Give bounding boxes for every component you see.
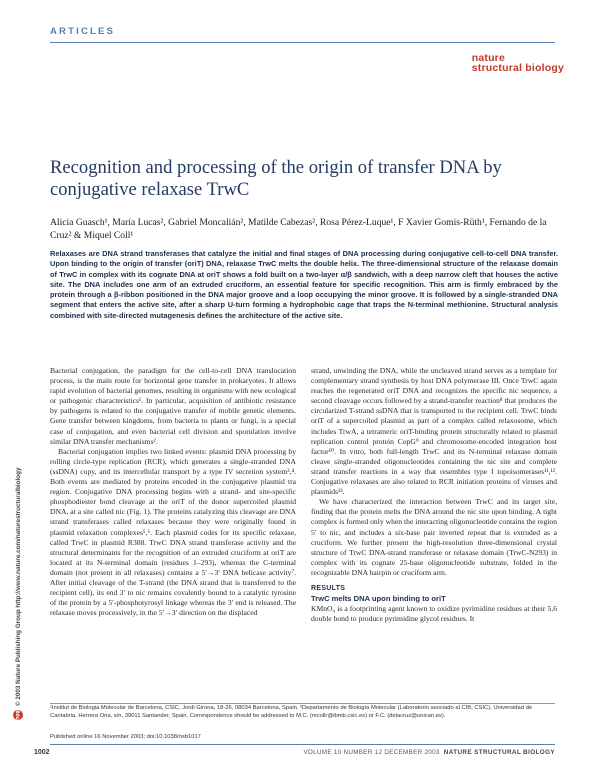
author-list: Alicia Guasch¹, María Lucas², Gabriel Moncalián², Matilde Cabezas², Rosa Pérez-Luque¹, F Xavier Gomis-Rüth¹, Fernando de la Cruz² & Miquel Coll¹	[50, 217, 547, 242]
results-subheading: TrwC melts DNA upon binding to oriT	[311, 594, 446, 604]
side-copyright	[12, 160, 24, 720]
side-copyright-text: © 2003 Nature Publishing Group http://www.nature.com/naturestructuralbiology	[14, 467, 22, 706]
body-paragraph: Bacterial conjugation implies two linked events: plasmid DNA processing by rolling circle-type replication (RCR), which generates a single-stranded DNA (ssDNA) copy, and its intercellular transport by a type IV secretion system³,⁴. Both events are mediated by proteins encoded in the conjugative plasmid tra region. Conjugative DNA processing begins with a strand- and site-specific phosphodiester bond cleavage at the oriT of the donor supercoiled plasmid DNA, at a site called nic (Fig. 1). The proteins catalyzing this cleavage are DNA strand transferases called relaxases because they were originally found in plasmid relaxation complexes⁵,⁶. Each plasmid codes for its specific relaxase, called TrwC in plasmid R388. TrwC DNA strand transferase activity and the structural determinants for the recognition of an extruded cruciform at oriT are located at its N-terminal domain (residues 1–293), whereas the C-terminal domain (not present in all relaxases) contains a 5′→3′ DNA helicase activity⁷. After initial cleavage of the T-strand (the DNA strand that is transferred to the recipient cell), its end 3′ to nic remains covalently bound to a catalytic tyrosine of the protein by a 5′-phosphotyrosyl linkage whereas the 3′ end is released. The relaxase moves processively, in the 5′→3′ direction on the displaced	[50, 446, 296, 618]
body-paragraph: Bacterial conjugation, the paradigm for the cell-to-cell DNA translocation process, is the main route for horizontal gene transfer in prokaryotes. It allows rapid evolution of bacterial genomes, resulting in organisms with new ecological or pathogenic characteristics¹. In particular, acquisition of antibiotic resistance by pathogens is related to the conjugative transfer of mobile genetic elements. Gene transfer between kingdoms, from bacteria to plants or fungi, is a special case of conjugation, and even bacterial cell division and sporulation involve similar DNA transfer mechanisms².	[50, 366, 296, 446]
article-title: Recognition and processing of the origin of transfer DNA by conjugative relaxase TrwC	[50, 157, 502, 200]
page-number: 1002	[34, 749, 50, 756]
journal-logo-line1: nature	[471, 52, 506, 64]
body-paragraph: KMnO₄ is a footprinting agent known to oxidize pyrimidine residues at their 5,6 double bond to produce pyrimidine glycol residues. It	[311, 604, 557, 624]
journal-name: NATURE STRUCTURAL BIOLOGY	[443, 749, 555, 756]
body-column-right	[311, 366, 557, 624]
affiliations: ¹Institut de Biologia Molecular de Barcelona, CSIC, Jordi Girona, 18-26, 08034 Barcelona, Spain. ²Departamento de Biología Molecular (Laboratorio asociado al CIB, CSIC), Universidad de Cantabria, Herrera Oria, s/n, 39011 Santander, Spain. Correspondence should be addressed to M.C. (mcollr@ibmb.csic.es) or F.C. (delacruz@unican.es).	[50, 705, 533, 719]
bottom-rule	[50, 744, 555, 745]
section-label: ARTICLES	[50, 26, 116, 37]
body-paragraph: We have characterized the interaction between TrwC and its target site, finding that the protein melts the DNA around the nic site upon binding. A tight complex is formed only when the interacting oligonucleotide contains the region 5′ to nic, and includes a six-base pair inverted repeat that is extruded as a cruciform. We further present the high-resolution three-dimensional crystal structure of TrwC DNA-strand transferase or relaxase domain (TrwC-N293) in complex with its cognate 25-base oligonucleotide substrate, folded in the recognizable DNA hairpin or cruciform arm.	[311, 497, 557, 577]
footer-volume	[303, 749, 555, 756]
volume-info: VOLUME 10 NUMBER 12 DECEMBER 2003	[303, 749, 440, 756]
footnote-rule	[50, 703, 555, 704]
body-paragraph: strand, unwinding the DNA, while the uncleaved strand serves as a template for complementary strand synthesis by host DNA polymerase III. Once TrwC again reaches the regenerated oriT DNA and recognizes the specific nic sequence, a second cleavage occurs followed by a strand-transfer reaction⁸ that produces the circularized T-strand ssDNA that is transported to the recipient cell. TrwC binds oriT of a supercoiled plasmid as part of a complex called relaxosome, which includes TrwA, a tetrameric oriT-binding protein structurally related to plasmid replication control protein CopG⁹ and chromosome-encoded integration host factor¹⁰. In vitro, both full-length TrwC and its N-terminal relaxase domain cleave single-stranded oligonucleotides containing the nic site and complete strand transfer reactions in a way that resembles type I topoisomerases¹¹,¹². Conjugative relaxases are also related to RCR initiation proteins of viruses and plasmids¹³.	[311, 366, 557, 497]
journal-logo-line2: structural biology	[471, 62, 564, 74]
published-online: Published online 16 November 2003; doi:10.1038/nsb1017	[50, 734, 201, 740]
body-column-left	[50, 366, 296, 618]
top-rule	[50, 42, 555, 43]
journal-logo	[472, 53, 564, 74]
npg-logo-icon: npg	[15, 710, 21, 720]
abstract: Relaxases are DNA strand transferases that catalyze the initial and final stages of DNA processing during conjugative cell-to-cell DNA transfer. Upon binding to the origin of transfer (oriT) DNA, relaxase TrwC melts the double helix. The three-dimensional structure of the relaxase domain of TrwC in complex with its cognate DNA at oriT shows a fold built on a two-layer α/β sandwich, with a deep narrow cleft that houses the active site. The DNA includes one arm of an extruded cruciform, an essential feature for specific recognition. This arm is firmly embraced by the protein through a β-ribbon positioned in the DNA major groove and a loop occupying the minor groove. It is followed by a single-stranded DNA segment that enters the active site, after a sharp U-turn forming a hydrophobic cage that traps the N-terminal methionine. Structural analysis combined with site-directed mutagenesis defines the architecture of the active site.	[50, 249, 558, 320]
results-heading: RESULTS	[311, 584, 346, 592]
